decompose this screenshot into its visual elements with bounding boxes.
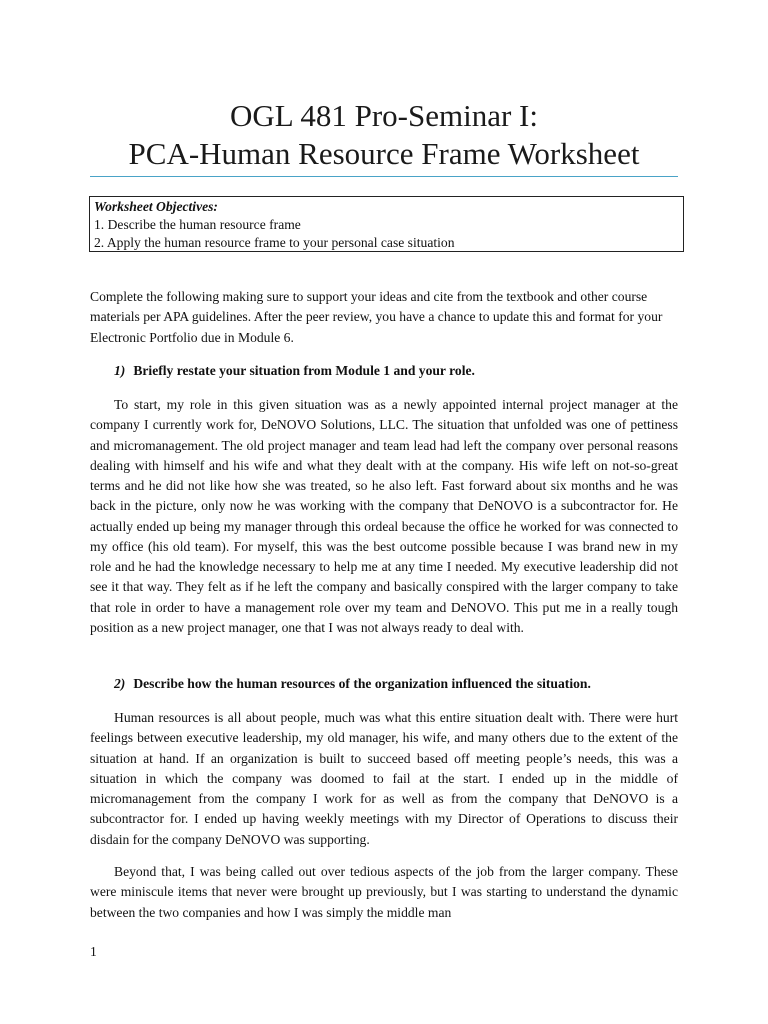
question-2-number: 2) [114,676,126,691]
question-2-text: Describe how the human resources of the organization influenced the situation. [133,676,591,691]
answer-1-paragraph: To start, my role in this given situation was as a newly appointed internal project manager at the company I currently work for, DeNOVO Solutions, LLC. The situation that unfolded was one of pettiness and micromanagement. The old project manager and team lead had left the company over personal reasons dealing with himself and his wife and what they dealt with at the company. His wife left on not-so-great terms and he did not like how she was treated, so he also left. Fast forward about six months and he was back in the picture, only now he was working with the company that DeNOVO is a subcontractor for. He actually ended up being my manager through this ordeal because the office he worked for was connected to my office (his old team). For myself, this was the best outcome possible because I was brand new in my role and he had the knowledge necessary to help me at any time I needed. My executive leadership did not see it that way. They felt as if he left the company and basically conspired with the larger company to take that role in order to have a management role over my team and DeNOVO. This put me in a really tough position as a new project manager, one that I was not always ready to deal with. [90,397,678,635]
question-1-text: Briefly restate your situation from Module 1 and your role. [133,363,475,378]
objectives-box [89,196,684,252]
title-divider [90,176,678,177]
intro-paragraph: Complete the following making sure to support your ideas and cite from the textbook and other course materials per APA guidelines. After the peer review, you have a chance to update this and format for your Electronic Portfolio due in Module 6. [90,289,663,345]
objectives-heading: Worksheet Objectives: [94,199,218,214]
document-title-line-2: PCA-Human Resource Frame Worksheet [128,136,640,171]
question-1 [114,361,475,381]
page-number: 1 [90,944,97,959]
answer-2-continued-paragraph: Beyond that, I was being called out over tedious aspects of the job from the larger company. These were miniscule items that never were brought up previously, but I was starting to understand the dynamic between the two companies and how I was simply the middle man [90,864,678,920]
document-title-line-1: OGL 481 Pro-Seminar I: [230,98,538,133]
question-1-number: 1) [114,363,126,378]
answer-2-paragraph: Human resources is all about people, much was what this entire situation dealt with. There were hurt feelings between executive leadership, my old manager, his wife, and many others due to the extent of the situation at hand. If an organization is built to succeed based off meeting people’s needs, this was a situation in which the company was doomed to fail at the start. I ended up in the middle of micromanagement from the company I work for as well as from the company that DeNOVO is a subcontractor for. I ended up having weekly meetings with my Director of Operations to discuss their disdain for the company DeNOVO was supporting. [90,710,678,847]
question-2 [114,674,591,694]
objective-item: 1. Describe the human resource frame [94,217,301,232]
objective-item: 2. Apply the human resource frame to your personal case situation [94,235,455,250]
